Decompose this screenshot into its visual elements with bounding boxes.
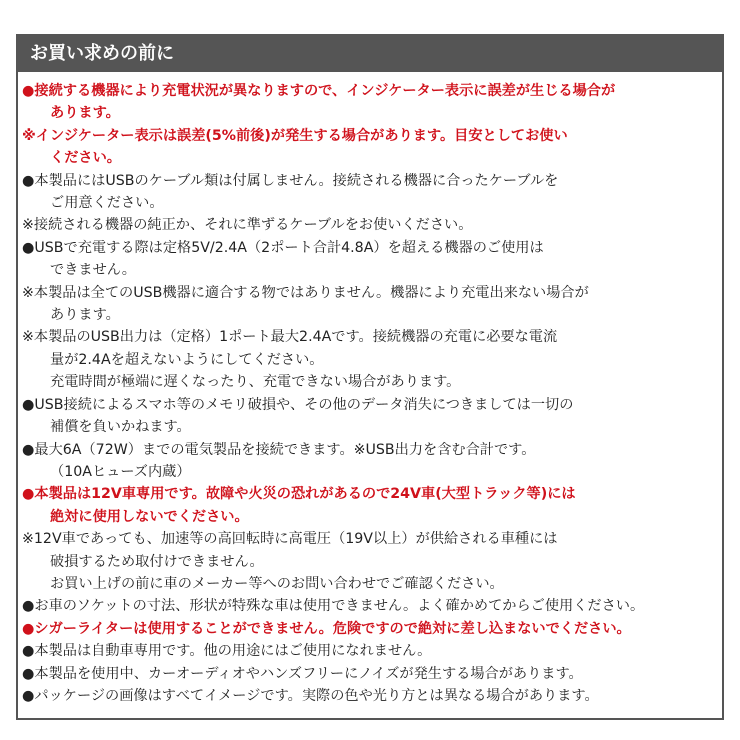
notice-text: 本製品を使用中、カーオーディオやハンズフリーにノイズが発生する場合があります。 xyxy=(34,665,583,682)
notice-header xyxy=(18,36,722,72)
bullet-icon: ● xyxy=(22,172,35,189)
notice-title: お買い求めの前に xyxy=(30,43,174,64)
notice-item xyxy=(22,685,722,707)
notice-item-continuation xyxy=(22,349,722,371)
note-mark-icon: ※ xyxy=(22,329,34,346)
bullet-icon: ● xyxy=(22,486,35,503)
notice-item-continuation xyxy=(22,147,722,169)
notice-text: （10Aヒューズ内蔵） xyxy=(50,463,191,480)
note-mark-icon: ※ xyxy=(22,284,34,301)
notice-item-continuation xyxy=(22,371,722,393)
bullet-icon: ● xyxy=(22,620,35,637)
note-mark-icon: ※ xyxy=(22,127,36,144)
notice-item xyxy=(22,237,722,259)
notice-text: ください。 xyxy=(50,150,121,167)
bullet-icon: ● xyxy=(22,396,35,413)
notice-text: USB接続によるスマホ等のメモリ破損や、その他のデータ消失につきましては一切の xyxy=(34,396,574,413)
notice-item-continuation xyxy=(22,102,722,124)
notice-item-continuation xyxy=(22,506,722,528)
notice-text: シガーライターは使用することができません。危険ですので絶対に差し込まないでください。 xyxy=(34,620,631,637)
notice-text: 12V車であっても、加速等の高回転時に高電圧（19V以上）が供給される車種には xyxy=(33,531,558,548)
notice-text: お車のソケットの寸法、形状が特殊な車は使用できません。よく確かめてからご使用ください。 xyxy=(34,598,645,615)
notice-text: 本製品にはUSBのケーブル類は付属しません。接続される機器に合ったケーブルを xyxy=(34,172,559,189)
notice-text: USBで充電する際は定格5V/2.4A（2ポート合計4.8A）を超える機器のご使用は xyxy=(34,239,544,256)
notice-item xyxy=(22,170,722,192)
notice-text: 本製品のUSB出力は（定格）1ポート最大2.4Aです。接続機器の充電に必要な電流 xyxy=(33,329,558,346)
notice-text: 接続される機器の純正か、それに準ずるケーブルをお使いください。 xyxy=(33,217,473,234)
bullet-icon: ● xyxy=(22,598,35,615)
notice-text: 本製品は自動車専用です。他の用途にはご使用になれません。 xyxy=(34,643,432,660)
notice-text: 本製品は12V車専用です。故障や火災の恐れがあるので24V車(大型トラック等)には xyxy=(34,486,576,503)
bullet-icon: ● xyxy=(22,643,35,660)
notice-text: 本製品は全てのUSB機器に適合する物ではありません。機器により充電出来ない場合が xyxy=(33,284,589,301)
notice-list xyxy=(18,72,722,707)
notice-text: 絶対に使用しないでください。 xyxy=(50,508,249,525)
notice-text: インジケーター表示は誤差(5%前後)が発生する場合があります。目安としてお使い xyxy=(35,127,568,144)
notice-item xyxy=(22,618,722,640)
notice-item xyxy=(22,439,722,461)
notice-text: お買い上げの前に車のメーカー等へのお問い合わせでご確認ください。 xyxy=(50,575,504,592)
notice-text: できません。 xyxy=(50,262,136,279)
notice-item xyxy=(22,640,722,662)
notice-text: あります。 xyxy=(50,307,120,324)
notice-item xyxy=(22,528,722,550)
notice-item-continuation xyxy=(22,573,722,595)
notice-item xyxy=(22,282,722,304)
notice-item-continuation xyxy=(22,461,722,483)
notice-item-continuation xyxy=(22,259,722,281)
notice-item xyxy=(22,80,722,102)
bullet-icon: ● xyxy=(22,687,35,704)
notice-item-continuation xyxy=(22,416,722,438)
notice-text: 最大6A（72W）までの電気製品を接続できます。※USB出力を含む合計です。 xyxy=(34,441,536,458)
bullet-icon: ● xyxy=(22,441,35,458)
notice-text: あります。 xyxy=(50,105,120,122)
notice-text: ご用意ください。 xyxy=(50,195,164,212)
notice-text: 接続する機器により充電状況が異なりますので、インジケーター表示に誤差が生じる場合が xyxy=(34,83,616,99)
bullet-icon: ● xyxy=(22,665,35,682)
notice-text: 補償を負いかねます。 xyxy=(50,419,191,436)
notice-text: 量が2.4Aを超えないようにしてください。 xyxy=(50,351,324,368)
notice-text: 破損するため取付けできません。 xyxy=(50,553,264,570)
notice-item xyxy=(22,595,722,617)
bullet-icon: ● xyxy=(22,83,35,99)
notice-text: 充電時間が極端に遅くなったり、充電できない場合があります。 xyxy=(50,374,461,391)
notice-item xyxy=(22,214,722,236)
notice-item xyxy=(22,394,722,416)
notice-item xyxy=(22,483,722,505)
note-mark-icon: ※ xyxy=(22,217,34,234)
notice-item xyxy=(22,125,722,147)
notice-text: パッケージの画像はすべてイメージです。実際の色や光り方とは異なる場合があります。 xyxy=(34,687,599,704)
notice-item xyxy=(22,326,722,348)
notice-item-continuation xyxy=(22,192,722,214)
notice-panel xyxy=(16,34,724,720)
note-mark-icon: ※ xyxy=(22,531,34,548)
notice-item-continuation xyxy=(22,551,722,573)
bullet-icon: ● xyxy=(22,239,35,256)
notice-item-continuation xyxy=(22,304,722,326)
notice-item xyxy=(22,663,722,685)
